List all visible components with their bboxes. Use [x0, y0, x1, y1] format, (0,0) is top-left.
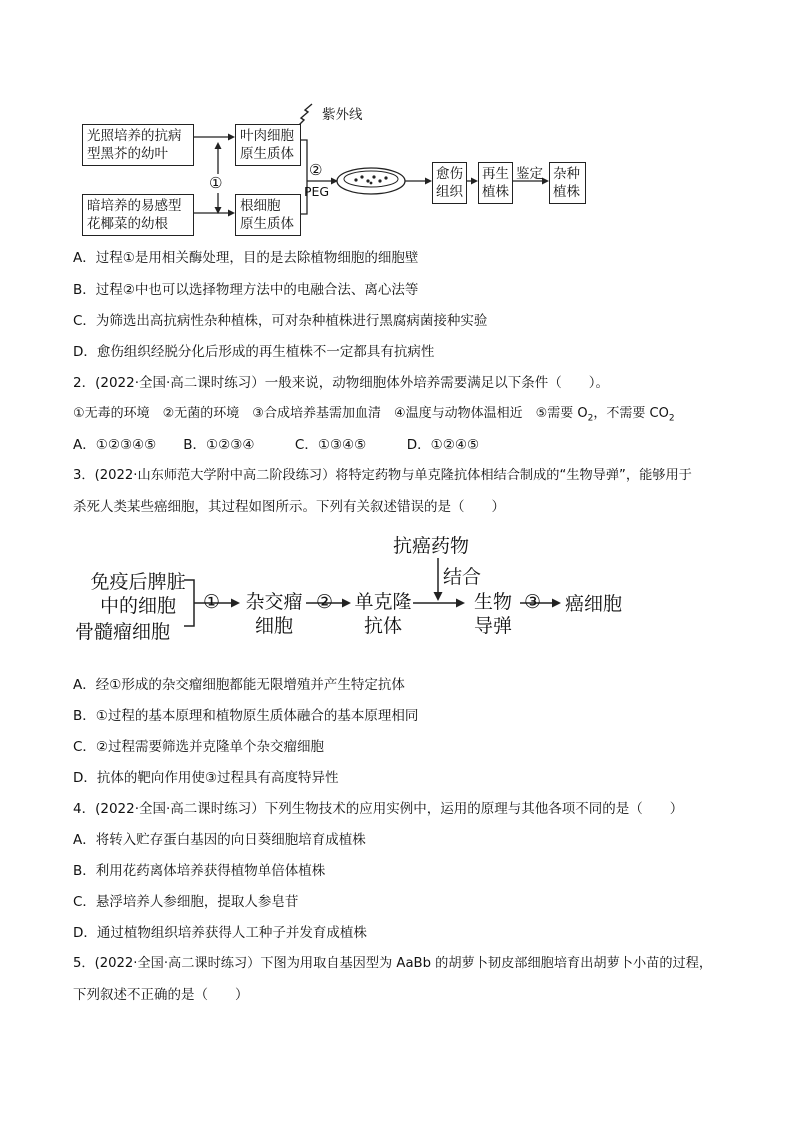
o2-subscript: 2	[587, 413, 594, 424]
uv-label: 紫外线	[322, 107, 363, 123]
q2-conditions	[73, 405, 675, 428]
q2-conditions-text: ①无毒的环境 ②无菌的环境 ③合成培养基需加血清 ④温度与动物体温相近 ⑤需要 O	[73, 406, 588, 421]
box-root-line2: 原生质体	[240, 216, 294, 232]
identify-label: 鉴定	[516, 166, 543, 182]
combine-label: 结合	[443, 566, 482, 588]
spleen-cells-line1: 免疫后脾脏	[90, 571, 186, 593]
mab-line2: 抗体	[363, 615, 402, 637]
box-dark-root-line2: 花椰菜的幼根	[87, 216, 168, 232]
monoclonal-antibody-label	[353, 590, 413, 638]
box-regen-line2: 植株	[482, 184, 509, 200]
step1-circle: ①	[203, 591, 221, 613]
uv-ray-icon	[298, 104, 312, 126]
q5-stem-line1: 5．(2022·全国·高二课时练习）下图为用取自基因型为 AaBb 的胡萝卜韧皮部细胞培育出胡萝卜小苗的过程，	[73, 956, 713, 971]
immunized-spleen-cells-label	[83, 570, 193, 618]
step2-circle: ②	[316, 591, 334, 613]
q2-options: A．①②③④⑤ B．①②③④ C．①③④⑤ D．①②④⑤	[73, 437, 480, 453]
hybridoma-label	[244, 590, 304, 638]
q4-option-d: D．通过植物组织培养获得人工种子并发育成植株	[73, 925, 367, 941]
box-hybrid-plant	[549, 162, 586, 204]
step1-label: ①	[209, 174, 223, 192]
step2-label: ②	[309, 161, 323, 179]
box-hybrid-line1: 杂种	[553, 166, 580, 182]
box-dark-root-line1: 暗培养的易感型	[87, 198, 182, 214]
box-callus-line2: 组织	[436, 184, 463, 200]
cancer-cell-label: 癌细胞	[565, 593, 623, 615]
box-callus	[432, 162, 467, 204]
co2-subscript: 2	[668, 413, 675, 424]
mab-line1: 单克隆	[354, 591, 412, 613]
box-mesophyll-line1: 叶肉细胞	[240, 128, 294, 144]
q3-option-c: C．②过程需要筛选并克隆单个杂交瘤细胞	[73, 739, 325, 755]
q1-option-d: D．愈伤组织经脱分化后形成的再生植株不一定都具有抗病性	[73, 344, 435, 360]
box-regenerated-plant	[478, 162, 513, 204]
anticancer-drug-label: 抗癌药物	[393, 535, 470, 557]
q5-stem-line2: 下列叙述不正确的是（ ）	[73, 987, 249, 1003]
box-mesophyll-protoplast	[235, 124, 301, 166]
spleen-cells-line2: 中的细胞	[99, 595, 176, 617]
box-mesophyll-line2: 原生质体	[240, 146, 294, 162]
q1-option-b: B．过程②中也可以选择物理方法中的电融合法、离心法等	[73, 282, 419, 298]
q4-option-a: A．将转入贮存蛋白基因的向日葵细胞培育成植株	[73, 832, 366, 848]
q3-stem-line1: 3．(2022·山东师范大学附中高二阶段练习）将特定药物与单克隆抗体相结合制成的“生物导弹”，能够用于	[73, 468, 692, 483]
peg-label: PEG	[304, 184, 330, 199]
q2-stem: 2．(2022·全国·高二课时练习）一般来说，动物细胞体外培养需要满足以下条件（ ）。	[73, 375, 610, 391]
q4-option-c: C．悬浮培养人参细胞，提取人参皂苷	[73, 894, 299, 910]
box-regen-line1: 再生	[482, 166, 509, 182]
box-light-leaf-line1: 光照培养的抗病	[87, 128, 182, 144]
box-dark-root	[82, 194, 194, 236]
fusion-bracket	[301, 140, 307, 214]
box-light-leaf	[82, 124, 194, 166]
biomissile-label	[468, 590, 518, 638]
q1-option-a: A．过程①是用相关酶处理，目的是去除植物细胞的细胞壁	[73, 250, 419, 266]
myeloma-cell-label: 骨髓瘤细胞	[75, 621, 171, 643]
q4-stem: 4．(2022·全国·高二课时练习）下列生物技术的应用实例中，运用的原理与其他各项不同的是（ ）	[73, 801, 684, 817]
q3-option-d: D．抗体的靶向作用使③过程具有高度特异性	[73, 770, 339, 786]
missile-line1: 生物	[473, 591, 512, 613]
q4-option-b: B．利用花药离体培养获得植物单倍体植株	[73, 863, 326, 879]
box-hybrid-line2: 植株	[553, 184, 580, 200]
q3-option-b: B．①过程的基本原理和植物原生质体融合的基本原理相同	[73, 708, 419, 724]
box-root-line1: 根细胞	[240, 198, 281, 214]
hybridoma-line2: 细胞	[254, 615, 293, 637]
q2-conditions-co2: ，不需要 CO	[593, 406, 669, 421]
q3-stem-line2: 杀死人类某些癌细胞，其过程如图所示。下列有关叙述错误的是（ ）	[73, 499, 505, 515]
hybridoma-line1: 杂交瘤	[245, 591, 303, 613]
q3-option-a: A．经①形成的杂交瘤细胞都能无限增殖并产生特定抗体	[73, 677, 405, 693]
box-callus-line1: 愈伤	[436, 166, 463, 182]
q1-option-c: C．为筛选出高抗病性杂种植株，可对杂种植株进行黑腐病菌接种实验	[73, 313, 488, 329]
box-light-leaf-line2: 型黑芥的幼叶	[87, 146, 168, 162]
missile-line2: 导弹	[473, 615, 512, 637]
box-root-protoplast	[235, 194, 301, 236]
step3-circle: ③	[524, 591, 542, 613]
